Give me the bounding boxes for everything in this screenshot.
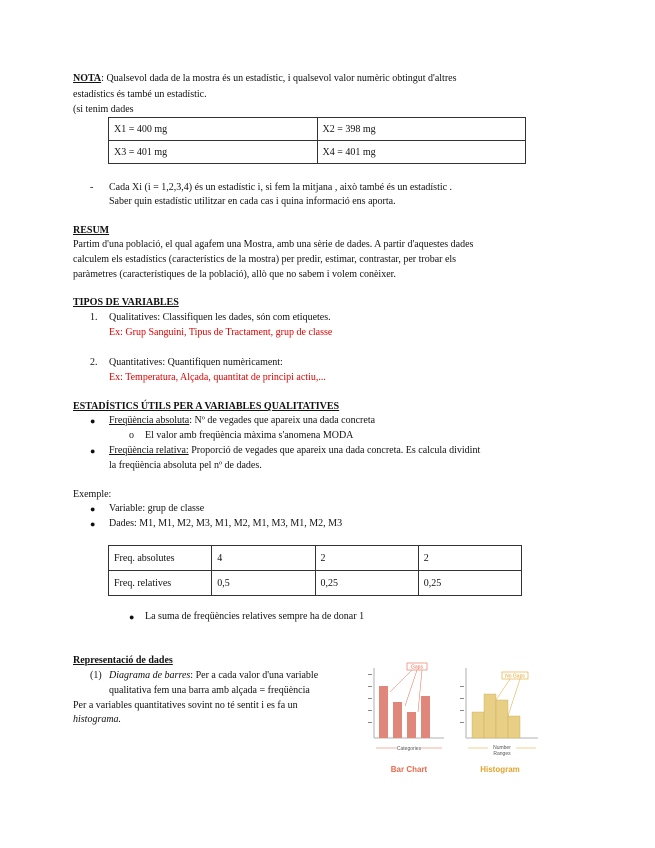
exemple-dades: Dades: M1, M1, M2, M3, M1, M2, M1, M3, M1, M2, M3 bbox=[109, 518, 343, 529]
freq-relativa-def: Proporció de vegades que apareix una dada concreta. Es calcula dividint bbox=[188, 445, 481, 456]
sum-note: La suma de freqüències relatives sempre ha de donar 1 bbox=[145, 611, 365, 622]
histograma-term: histograma. bbox=[73, 714, 122, 725]
freq-table bbox=[108, 545, 522, 596]
tick bbox=[368, 698, 372, 699]
hist-bar bbox=[472, 712, 484, 738]
moda-line: El valor amb freqüència màxima s'anomena MODA bbox=[145, 430, 354, 441]
note-line1: Qualsevol dada de la mostra és un estadístic, i qualsevol valor numèric obtingut d'altres bbox=[106, 73, 457, 84]
tick bbox=[460, 710, 464, 711]
table-row bbox=[109, 571, 522, 596]
exemple-variable: Variable: grup de classe bbox=[109, 503, 205, 514]
tipus-heading: TIPOS DE VARIABLES bbox=[73, 297, 179, 308]
gaps-label: Gaps bbox=[411, 664, 423, 671]
nogaps-pointer bbox=[496, 679, 510, 700]
bar-chart-title: Bar Chart bbox=[390, 765, 428, 774]
diagrama-def: : Per a cada valor d'una variable bbox=[190, 670, 319, 681]
data-table bbox=[108, 117, 526, 164]
bullet-icon: ● bbox=[90, 446, 96, 456]
representacio-heading: Representació de dades bbox=[73, 655, 173, 666]
representacio-line1 bbox=[109, 670, 318, 681]
table-row bbox=[109, 546, 522, 571]
table-cell: X4 = 401 mg bbox=[317, 141, 526, 164]
freq-absoluta-line bbox=[109, 415, 375, 426]
note-line3: (si tenim dades bbox=[73, 104, 134, 115]
table-row bbox=[109, 118, 526, 141]
bullet-icon: ● bbox=[129, 612, 135, 622]
table-cell: 2 bbox=[315, 546, 418, 571]
tick bbox=[368, 674, 372, 675]
tick bbox=[368, 710, 372, 711]
dash-line1: Cada Xi (i = 1,2,3,4) és un estadístic i, si fem la mitjana , això també és un estadístic . bbox=[109, 182, 453, 193]
hist-bar bbox=[496, 700, 508, 738]
table-cell: Freq. absolutes bbox=[109, 546, 212, 571]
table-cell: 0,25 bbox=[418, 571, 521, 596]
freq-relativa-line bbox=[109, 445, 480, 456]
gaps-pointer bbox=[390, 670, 412, 692]
table-row bbox=[109, 141, 526, 164]
freq-relativa-line2: la freqüència absoluta pel nº de dades. bbox=[109, 460, 262, 471]
tick bbox=[460, 722, 464, 723]
representacio-line4 bbox=[73, 714, 121, 725]
representacio-line2: qualitativa fem una barra amb alçada = freqüència bbox=[109, 685, 310, 696]
table-cell: 2 bbox=[418, 546, 521, 571]
tick bbox=[460, 686, 464, 687]
representacio-line3: Per a variables quantitatives sovint no té sentit i es fa un bbox=[73, 700, 298, 711]
bar bbox=[379, 686, 388, 738]
bar bbox=[393, 702, 402, 738]
table-cell: 0,25 bbox=[315, 571, 418, 596]
note-colon: : bbox=[101, 73, 104, 84]
dash-marker: - bbox=[90, 182, 94, 193]
note-line2: estadístics és també un estadístic. bbox=[73, 89, 207, 100]
histogram-title: Histogram bbox=[480, 765, 520, 774]
hist-bar bbox=[508, 716, 520, 738]
table-cell: X3 = 401 mg bbox=[109, 141, 318, 164]
hist-y-ticks bbox=[460, 686, 464, 723]
tick bbox=[460, 698, 464, 699]
bar bbox=[421, 696, 430, 738]
nogaps-pointer bbox=[508, 679, 520, 716]
tipus-item-example: Ex: Temperatura, Alçada, quantitat de principi actiu,... bbox=[109, 372, 326, 383]
bullet-icon: ● bbox=[90, 519, 96, 529]
tick bbox=[368, 722, 372, 723]
ranges-label-line1: Number bbox=[493, 745, 511, 751]
tipus-item-example: Ex: Grup Sanguini, Tipus de Tractament, grup de classe bbox=[109, 327, 333, 338]
bullet-icon: ● bbox=[90, 416, 96, 426]
note-paragraph bbox=[73, 73, 456, 84]
ranges-label-line2: Ranges bbox=[493, 751, 511, 757]
diagrama-term: Diagrama de barres bbox=[109, 670, 191, 681]
note-label: NOTA bbox=[73, 73, 102, 84]
estadistics-heading: ESTADÍSTICS ÚTILS PER A VARIABLES QUALITATIVES bbox=[73, 401, 340, 412]
freq-relativa-term: Freqüència relativa: bbox=[109, 445, 189, 456]
resum-line1: Partim d'una població, el qual agafem una Mostra, amb una sèrie de dades. A partir d'aquestes dades bbox=[73, 239, 474, 250]
tick bbox=[368, 686, 372, 687]
bullet-icon: ● bbox=[90, 504, 96, 514]
table-cell: 4 bbox=[212, 546, 315, 571]
tipus-item-text: Qualitatives: Classifiquen les dades, són com etiquetes. bbox=[109, 312, 331, 323]
sub-bullet-icon: o bbox=[129, 430, 134, 441]
table-cell: X1 = 400 mg bbox=[109, 118, 318, 141]
resum-line2: calculem els estadístics (característics de la mostra) per predir, estimar, contrastar, per trobar els bbox=[73, 254, 457, 265]
tipus-item-number: 1. bbox=[90, 312, 98, 323]
freq-absoluta-term: Freqüència absoluta bbox=[109, 415, 190, 426]
nogaps-label: No Gaps bbox=[505, 673, 525, 680]
bar bbox=[407, 712, 416, 738]
resum-heading: RESUM bbox=[73, 225, 110, 236]
table-cell: Freq. relatives bbox=[109, 571, 212, 596]
resum-line3: paràmetres (característiques de la població), allò que no sabem i volem conèixer. bbox=[73, 269, 396, 280]
freq-absoluta-def: : Nº de vegades que apareix una dada concreta bbox=[189, 415, 376, 426]
table-cell: 0,5 bbox=[212, 571, 315, 596]
tipus-item-number: 2. bbox=[90, 357, 98, 368]
bar-vs-histogram-figure bbox=[362, 660, 544, 780]
exemple-label: Exemple: bbox=[73, 489, 112, 500]
tipus-item-text: Quantitatives: Quantifiquen numèricament: bbox=[109, 357, 283, 368]
table-cell: X2 = 398 mg bbox=[317, 118, 526, 141]
hist-bar bbox=[484, 694, 496, 738]
categories-label: Categories bbox=[396, 746, 422, 752]
bar-y-ticks bbox=[368, 674, 372, 723]
representacio-number: (1) bbox=[90, 670, 102, 681]
dash-line2: Saber quin estadístic utilitzar en cada cas i quina informació ens aporta. bbox=[109, 196, 396, 207]
